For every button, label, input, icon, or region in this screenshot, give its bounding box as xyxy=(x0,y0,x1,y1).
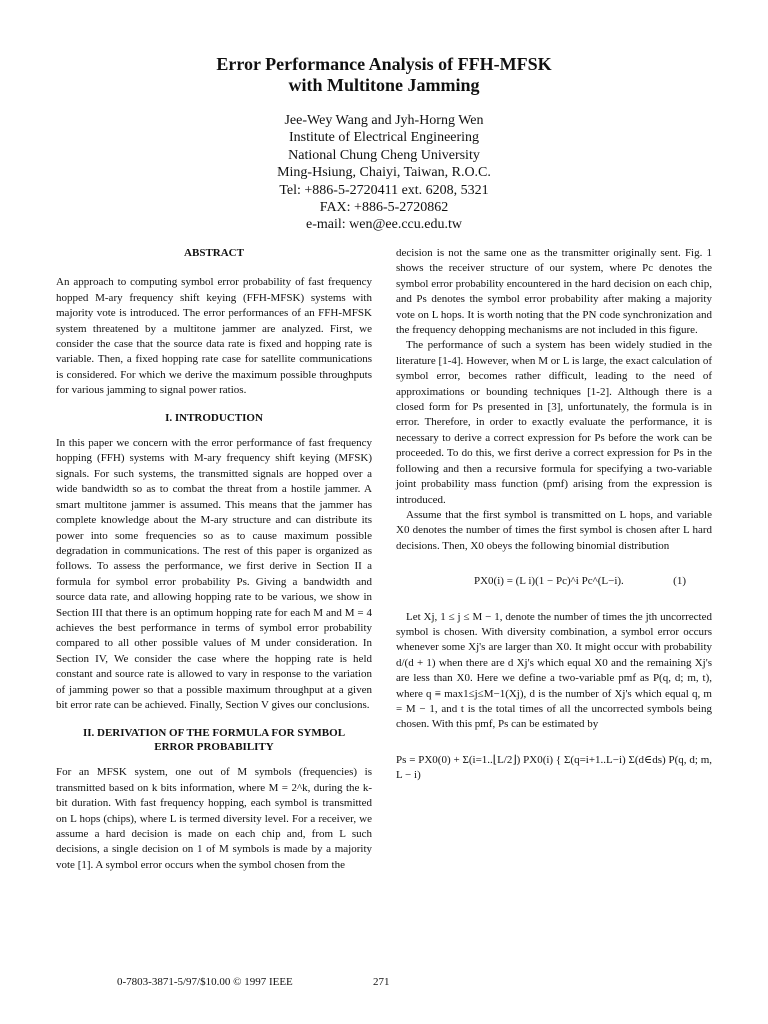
telephone: Tel: +886-5-2720411 ext. 6208, 5321 xyxy=(279,182,489,198)
introduction-heading: I. INTRODUCTION xyxy=(165,411,263,424)
university: National Chung Cheng University xyxy=(288,147,480,163)
email: e-mail: wen@ee.ccu.edu.tw xyxy=(306,217,462,233)
address: Ming-Hsiung, Chaiyi, Taiwan, R.O.C. xyxy=(277,165,491,181)
copyright-line: 0-7803-3871-5/97/$10.00 © 1997 IEEE xyxy=(117,976,293,988)
section2-heading xyxy=(56,726,372,754)
equation-2: Ps = PX0(0) + Σ(i=1..⌊L/2⌋) PX0(i) { Σ(q=i+1..L−i) Σ(d∈ds) P(q, d; m, L − i) xyxy=(396,753,712,782)
equation-1-body: PX0(i) = (L i)(1 − Pc)^i Pc^(L−i). xyxy=(474,575,624,588)
institute: Institute of Electrical Engineering xyxy=(288,130,480,146)
introduction-text: In this paper we concern with the error performance of fast frequency hopping (FFH) systems with M-ary frequency shift keying (MFSK) signals. For such systems, the transmitted signals are hopped over a wide bandwidth so as to combat the threat from a hostile jammer. A smart multitone jammer is assumed. This means that the jammer has complete knowledge about the M-ary structure and can distribute its power into some frequencies so as to cause maximum possible degradation in communications. The rest of this paper is organized as follows. To assess the performance, we first derive in Section II a formula for symbol error probability Ps. Giving a bandwidth and source data rate, and allowing hopping rate to be various, we show in Section III that there is an optimum hopping rate for each M and M = 4 achieves the best performance in terms of symbol error probability compared to all other possible values of M under consideration. In Section IV, We consider the case where the hopping rate is held constant and source rate is allowed to vary in response to the variation of jamming power so that a possible maximum throughput at a given bit error rate can be achieved. Finally, Section V gives our conclusions. xyxy=(56,437,372,711)
left-column xyxy=(56,246,372,873)
equation-1 xyxy=(396,574,712,589)
abstract-text: An approach to computing symbol error probability of fast frequency hopped M-ary frequency shift keying (FFH-MFSK) systems with majority vote is introduced. The error performances of an FFH-MFSK system threatened by a multitone jammer are analyzed. First, we consider the case that the source data rate is fixed and hopping rate is variable. Then, a fixed hopping rate case for satellite communications is considered. For which we derive the maximum possible throughputs for various jamming to signal power ratios. xyxy=(56,276,372,397)
title-line-1: Error Performance Analysis of FFH-MFSK xyxy=(216,54,552,74)
title-line-2: with Multitone Jamming xyxy=(288,75,480,95)
section2-heading-line-1: II. DERIVATION OF THE FORMULA FOR SYMBOL xyxy=(82,727,346,740)
pmf-paragraph: Let Xj, 1 ≤ j ≤ M − 1, denote the number of times the jth uncorrected symbol is chosen. With diversity combination, a symbol error occurs whenever some Xj's are larger than X0. It might occur with probability d/(d + 1) when there are d Xj's which equal X0 and the remaining Xj's are less than X0. Here we define a two-variable pmf as P(q, d; m, t), where q ≡ max1≤j≤M−1(Xj), d is the number of Xj's which equal q, m = M − 1, and t is the total times of all the uncorrected symbols being chosen. With this pmf, Ps can be estimated by xyxy=(396,610,712,731)
author-block xyxy=(0,112,768,234)
fax: FAX: +886-5-2720862 xyxy=(319,200,449,216)
receiver-paragraph: decision is not the same one as the transmitter originally sent. Fig. 1 shows the receiver structure of our system, where Pc denotes the symbol error probability encountered in the hard decision on each chip, and Ps denotes the symbol error probability after making a majority vote on L hops. It is worth noting that the PN code synchronization and the frequency dehopping mechanisms are not included in this figure. xyxy=(396,247,712,337)
paper-title xyxy=(0,54,768,96)
equation-1-number: (1) xyxy=(673,575,686,588)
binomial-paragraph: Assume that the first symbol is transmitted on L hops, and variable X0 denotes the number of times the first symbol is chosen after L hard decisions. Then, X0 obeys the following binomial distribution xyxy=(396,508,712,552)
right-column xyxy=(396,246,712,784)
section2-heading-line-2: ERROR PROBABILITY xyxy=(154,741,274,754)
section2-text: For an MFSK system, one out of M symbols (frequencies) is transmitted based on k bits information, where M = 2^k, during the k-bit duration. With fast frequency hopping, each symbol is transmitted on L hops (chips), where L is termed diversity level. For a receiver, we assume a hard decision is made on each chip and, from L such decisions, a single decision on 1 of M symbols is made by a majority vote [1]. A symbol error occurs when the symbol chosen from the xyxy=(56,766,372,871)
authors: Jee-Wey Wang and Jyh-Horng Wen xyxy=(284,113,484,128)
abstract-heading: ABSTRACT xyxy=(184,247,244,259)
performance-paragraph: The performance of such a system has been widely studied in the literature [1-4]. However, when M or L is large, the exact calculation of symbol error, becomes rather difficult, leading to the need of approximations or bounding techniques [1-2]. Although there is a closed form for Ps presented in [3], unfortunately, the formula is in error. Therefore, in order to exactly evaluate the performance, it is necessary to derive a correct expression for Ps before the work can be proceeded. To do this, we first derive a correct expression for Ps in the following and then a recursive formula for specifying a two-variable joint probability mass function (pmf) arising from the expression is introduced. xyxy=(396,339,712,506)
page-number: 271 xyxy=(373,976,390,988)
